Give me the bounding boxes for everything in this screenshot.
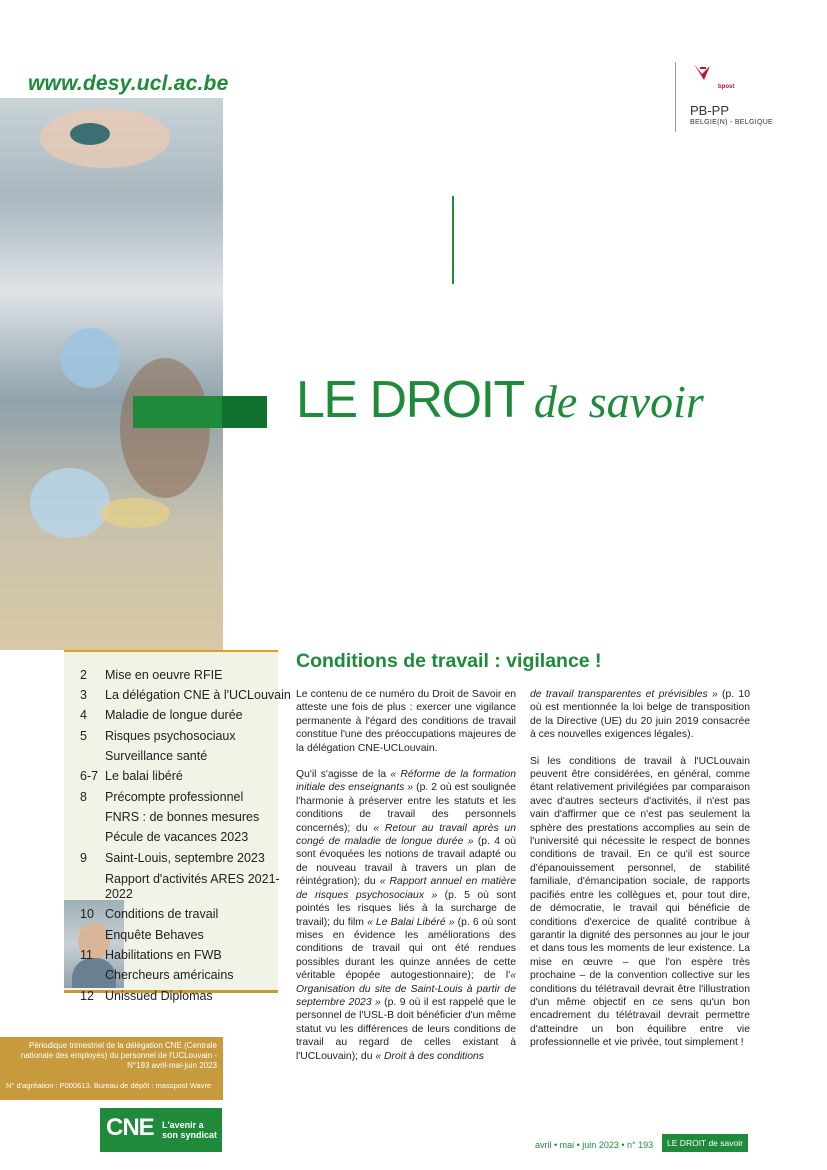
- footer-badge: LE DROIT de savoir: [662, 1134, 748, 1152]
- decorative-vertical-line: [452, 196, 454, 284]
- text-run-italic: de travail transparentes et prévisibles »: [530, 689, 718, 700]
- text-run-italic: « Rapport annuel en matière de risques psychosociaux »: [296, 876, 516, 901]
- text-run-italic: « Droit à des conditions: [375, 1050, 484, 1062]
- toc-item-page: 11: [80, 948, 93, 962]
- postage-divider: [675, 62, 676, 132]
- toc-item-page: 9: [80, 851, 87, 865]
- cne-slogan-line: L'avenir a: [162, 1120, 204, 1130]
- toc-item-title: Conditions de travail: [105, 907, 219, 921]
- article-headline: Conditions de travail : vigilance !: [296, 650, 602, 672]
- toc-item-page: 3: [80, 688, 87, 702]
- toc-item-page: 2: [80, 668, 87, 682]
- bpost-logo-icon: [690, 62, 716, 84]
- article-paragraph: [296, 768, 516, 1063]
- toc-item-title: Précompte professionnel: [105, 790, 244, 804]
- publisher-description: Périodique trimestriel de la délégation CNE (Centrale nationale des employés) du personnel de l'UCLouvain - N°193 avril-mai-juin 2023: [20, 1041, 217, 1070]
- cne-logo: CNE: [106, 1114, 154, 1141]
- toc-item-title: Rapport d'activités ARES 2021-: [105, 872, 280, 886]
- toc-item-title: Risques psychosociaux: [105, 729, 236, 743]
- toc-item-title: Pécule de vacances 2023: [105, 830, 249, 844]
- article-paragraph: Si les conditions de travail à l'UCLouvain peuvent être considérées, en général, comme étant relativement privilégiées par comparaison avec d'autres secteurs d'activités, il n'est pas vain d'affirmer que ce n'est pas seulement la sphère des prestations accomplies au sein de l'université qui nécessite le respect de bonnes conditions de travail. En ce qu'il est source d'épanouissement personnel, de stabilité familiale, d'émancipation sociale, de rapports pacifiés entre les collègues et, pour tout dire, de démocratie, le travail qui bénéficie de conditions d'exercice de qualité contribue à garantir la dignité des personnes au jour le jour et dans tous les moments de leur existence. La mise en œuvre – que l'on espère très prochaine – de la convention collective sur les conditions du télétravail devrait être l'illustration d'un même objectif en ce sens qu'un bon encadrement du télétravail devrait permettre d'atteindre un bon équilibre entre vie professionnelle et vie privée, tout simplement !: [530, 755, 750, 1049]
- toc-item-page: 4: [80, 708, 87, 722]
- website-url[interactable]: www.desy.ucl.ac.be: [28, 72, 229, 95]
- publisher-agreement: N° d'agréation : P000613. Bureau de dépôt : masspost Wavre: [6, 1081, 212, 1090]
- toc-item-title: Le balai libéré: [105, 769, 183, 783]
- cne-slogan: [162, 1120, 217, 1140]
- text-run: (p. 9 où il est rappelé que le personnel de l'USL-B doit bénéficier d'un même statut vu les différences de leurs conditions de travail au regard de celles existant à l'UCLouvain); du: [296, 996, 516, 1062]
- toc-item-title: La délégation CNE à l'UCLouvain: [105, 688, 291, 702]
- bpost-label: bpost: [718, 84, 735, 90]
- article-column-1: [296, 688, 516, 1076]
- masthead-title-sub: de savoir: [533, 376, 704, 427]
- article-paragraph: [530, 688, 750, 742]
- toc-item-page: 8: [80, 790, 87, 804]
- toc-item-title: Saint-Louis, septembre 2023: [105, 851, 265, 865]
- toc-item-title: Chercheurs américains: [105, 968, 234, 982]
- cover-photo-lab: [0, 98, 223, 650]
- toc-item-title: Enquête Behaves: [105, 928, 204, 942]
- text-run-italic: « Le Balai Libéré »: [367, 916, 455, 928]
- toc-item-title: Unissued Diplomas: [105, 989, 213, 1003]
- publisher-info-box: [0, 1037, 223, 1100]
- article-column-2: [530, 688, 750, 1063]
- toc-item-title: 2022: [105, 887, 133, 901]
- issue-info: avril • mai • juin 2023 • n° 193: [535, 1140, 654, 1150]
- article-paragraph: Le contenu de ce numéro du Droit de Savoir en atteste une fois de plus : exercer une vigilance permanente à l'égard des conditions de travail constitue l'une des préoccupations majeures de la délégation CNE-UCLouvain.: [296, 689, 516, 754]
- text-run-italic: « Organisation du site de Saint-Louis à partir de septembre 2023 »: [296, 970, 516, 1008]
- masthead-title: [296, 370, 704, 430]
- text-run-italic: « Retour au travail après un congé de maladie de longue durée »: [296, 822, 516, 848]
- decorative-green-bar-dark: [222, 396, 267, 428]
- text-run: (p. 5 où sont pointés les risques liés à la surcharge de travail); du film: [296, 889, 516, 928]
- cne-logo-block[interactable]: [100, 1108, 222, 1152]
- toc-item-title: Surveillance santé: [105, 749, 208, 763]
- toc-item-page: 5: [80, 729, 87, 743]
- cne-slogan-line: son syndicat: [162, 1130, 218, 1140]
- toc-item-title: Maladie de longue durée: [105, 708, 243, 722]
- text-run: (p. 2 où est soulignée l'harmonie à préserver entre les statuts et les conditions de travail des personnels concernés); du: [296, 782, 517, 834]
- text-run: (p. 4 où sont évoquées les notions de travail adapté ou de nouveau travail à travers un plan de réintégration); du: [296, 836, 516, 888]
- masthead-title-main: LE DROIT: [296, 371, 524, 429]
- toc-item-page: 12: [80, 989, 94, 1003]
- toc-item-title: Mise en oeuvre RFIE: [105, 668, 223, 682]
- text-run-italic: « Réforme de la formation initiale des enseignants »: [296, 769, 516, 794]
- toc-item-page: 10: [80, 907, 94, 921]
- text-run: Qu'il s'agisse de la: [296, 769, 391, 781]
- postage-country: BELGIE(N) - BELGIQUE: [690, 119, 774, 126]
- text-run: (p. 6 où sont mises en évidence les améliorations des conditions de travail qui ont été rendues possibles durant les quinze années de cette véritable épopée autogestionnaire); de l': [296, 916, 516, 982]
- toc-item-title: Habilitations en FWB: [105, 948, 222, 962]
- text-run: (p. 10 où est mentionnée la loi belge de transposition de la Directive (UE) du 20 juin 2019 consacrée à ces nouvelles exigences légales).: [530, 689, 750, 741]
- toc-item-title: FNRS : de bonnes mesures: [105, 810, 260, 824]
- toc-item-page: 6-7: [80, 769, 99, 783]
- postage-code: PB-PP: [690, 103, 730, 118]
